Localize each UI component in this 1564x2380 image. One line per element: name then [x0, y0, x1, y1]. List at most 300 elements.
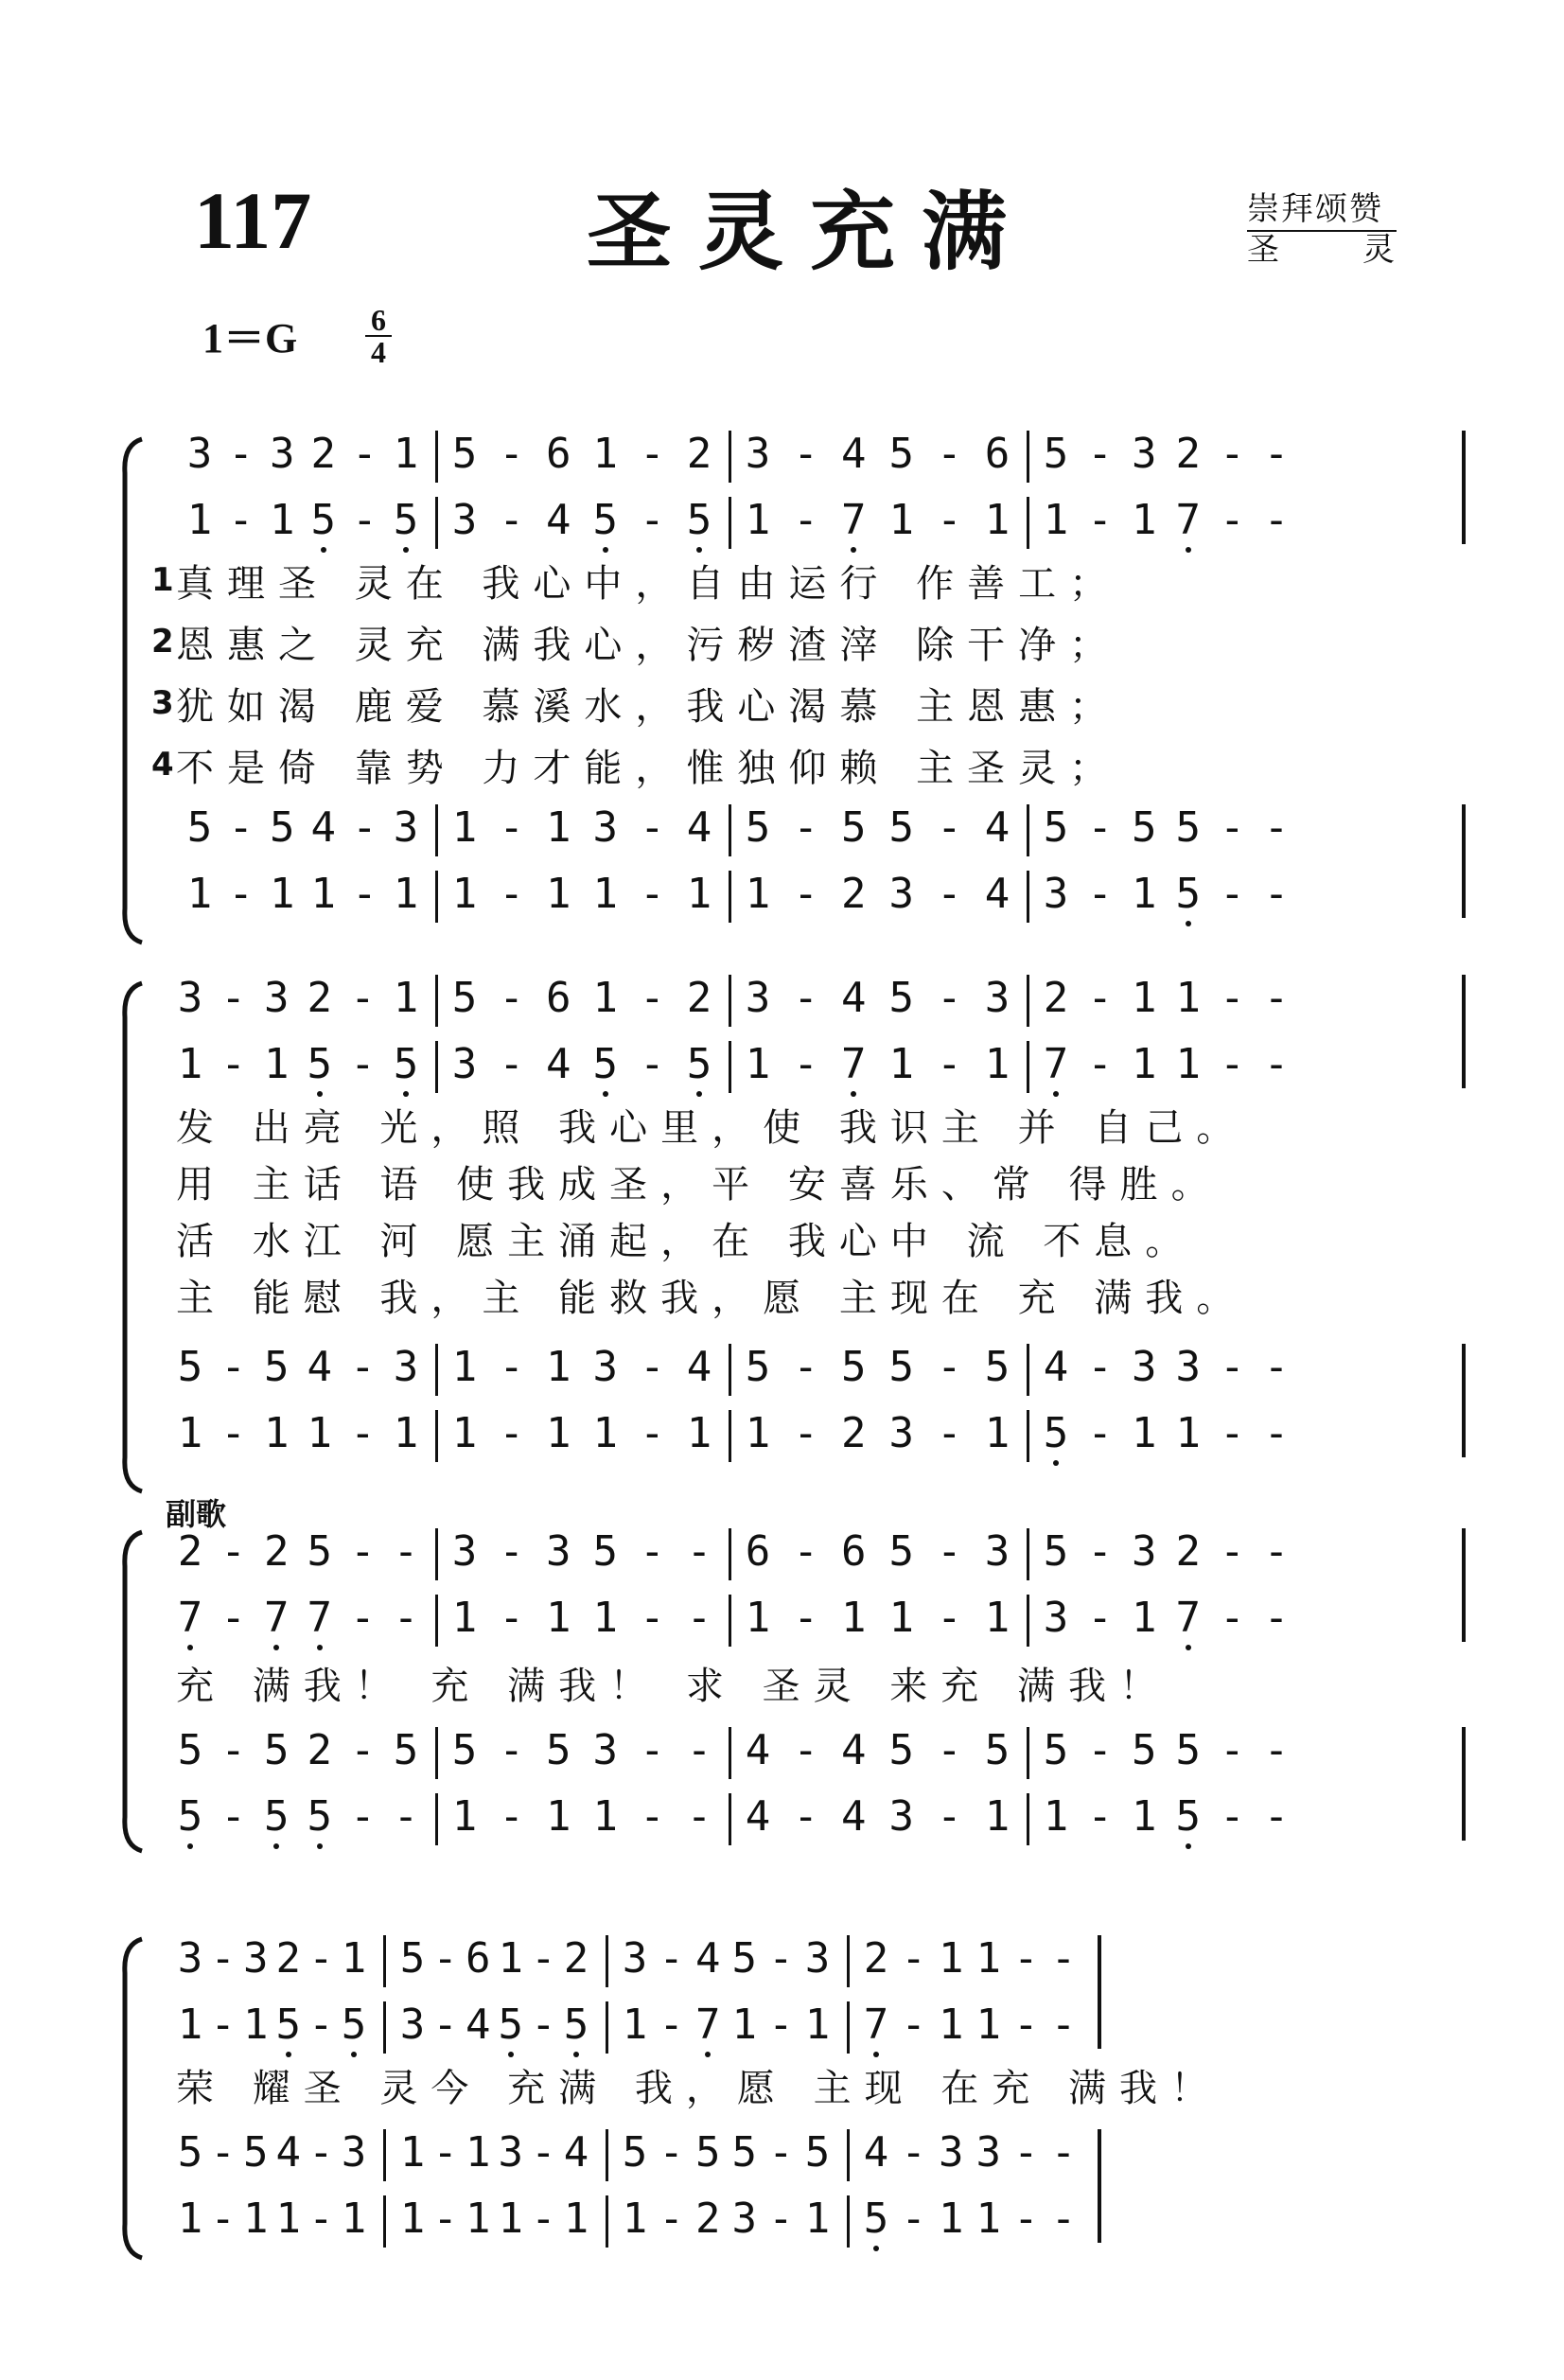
dash: - — [793, 1594, 818, 1642]
dash: - — [793, 974, 818, 1022]
alto-measure — [742, 1036, 1013, 1093]
note: 3 — [804, 1934, 831, 1983]
dash: - — [1087, 974, 1113, 1022]
note: 3 — [745, 430, 771, 478]
dash: - — [1220, 1792, 1245, 1841]
dash: - — [901, 2128, 926, 2177]
verse-number: 3 — [151, 684, 174, 722]
dash: - — [1013, 1934, 1039, 1983]
note: 1 — [1131, 870, 1157, 918]
note: 5 — [745, 803, 771, 852]
dash: - — [937, 803, 962, 852]
dash: - — [1087, 430, 1113, 478]
note: 6 — [745, 1527, 771, 1576]
note: 4 — [686, 1343, 712, 1391]
note: 5 — [272, 1997, 305, 2054]
note: 3 — [975, 2128, 1002, 2177]
note: 5 — [1043, 1726, 1069, 1774]
note: 1 — [186, 496, 213, 544]
dash: - — [352, 496, 378, 544]
note: 1 — [592, 1594, 619, 1642]
dash: - — [640, 1726, 665, 1774]
alto-measure — [619, 1997, 834, 2054]
bar-line — [1027, 1727, 1029, 1779]
dash: - — [1220, 1726, 1245, 1774]
time-signature-bottom: 4 — [371, 335, 386, 369]
dash: - — [350, 974, 376, 1022]
tenor-measure — [174, 1339, 422, 1396]
note: 2 — [1175, 430, 1202, 478]
note: 1 — [451, 1792, 478, 1841]
soprano-measure — [860, 1930, 1080, 1987]
alto-measure — [174, 1590, 422, 1647]
bar-line — [435, 1528, 438, 1580]
note: 1 — [451, 870, 478, 918]
dash: - — [499, 1792, 524, 1841]
dash: - — [793, 870, 818, 918]
dash: - — [308, 2128, 334, 2177]
dash: - — [220, 1726, 246, 1774]
lyric-text: 不是倚 靠势 力才能，惟独仰赖 主圣灵； — [176, 746, 1121, 790]
dash: - — [1263, 430, 1290, 478]
note: 5 — [1043, 430, 1069, 478]
bar-line — [729, 975, 731, 1027]
dash: - — [1220, 974, 1245, 1022]
note: 1 — [745, 1409, 771, 1457]
dash: - — [640, 1343, 665, 1391]
tenor-measure — [448, 800, 715, 856]
dash: - — [499, 1726, 524, 1774]
dash: - — [793, 1040, 818, 1088]
note: 5 — [451, 974, 478, 1022]
system-brace — [114, 1935, 151, 2262]
note: 5 — [984, 1726, 1010, 1774]
category-label — [1247, 191, 1397, 269]
bar-line — [435, 804, 438, 856]
alto-measure — [174, 1036, 422, 1093]
dash: - — [901, 2195, 926, 2243]
bar-line — [729, 804, 731, 856]
soprano-measure — [742, 426, 1013, 483]
note: 1 — [840, 1594, 867, 1642]
dash: - — [640, 1040, 665, 1088]
note: 3 — [393, 803, 419, 852]
dash: - — [210, 2001, 236, 2049]
tenor-measure — [860, 2124, 1080, 2181]
dash: - — [1220, 870, 1245, 918]
dash: - — [228, 496, 254, 544]
note: 2 — [563, 1934, 589, 1983]
dash: - — [1263, 803, 1290, 852]
dash: - — [499, 974, 524, 1022]
dash: - — [308, 2195, 334, 2243]
bar-line — [729, 1041, 731, 1093]
verse-number: 1 — [151, 561, 174, 599]
bass-measure — [174, 1405, 422, 1462]
bar-line — [383, 2001, 386, 2054]
lyric-text: 活 水江 河 愿主涌起，在 我心中 流 不息。 — [176, 1219, 1197, 1263]
bar-line — [1027, 1410, 1029, 1462]
alto-measure — [448, 492, 715, 549]
dash: - — [937, 496, 962, 544]
dash: - — [937, 1409, 962, 1457]
dash: - — [1013, 2195, 1039, 2243]
note: 7 — [692, 1997, 724, 2054]
note: 5 — [888, 803, 915, 852]
bar-line — [435, 1344, 438, 1396]
dash: - — [640, 803, 665, 852]
note: 1 — [888, 1040, 915, 1088]
note: 7 — [1172, 492, 1204, 549]
soprano-measure — [1040, 1524, 1292, 1580]
dash: - — [350, 1409, 376, 1457]
bar-line — [435, 1793, 438, 1845]
soprano-measure — [174, 1930, 370, 1987]
dash: - — [1220, 430, 1245, 478]
dash: - — [1087, 1409, 1113, 1457]
bass-line — [0, 866, 1564, 923]
note: 5 — [888, 430, 915, 478]
note: 2 — [275, 1934, 302, 1983]
alto-line — [0, 492, 1564, 549]
dash: - — [901, 2001, 926, 2049]
dash: - — [1013, 2128, 1039, 2177]
note: 2 — [840, 1409, 867, 1457]
dash: - — [640, 496, 665, 544]
dash: - — [1087, 496, 1113, 544]
note: 4 — [465, 2001, 491, 2049]
dash: - — [352, 430, 378, 478]
note: 1 — [269, 496, 295, 544]
dash: - — [350, 1726, 376, 1774]
dash: - — [1050, 1934, 1077, 1983]
bass-line — [0, 1405, 1564, 1462]
dash: - — [937, 1726, 962, 1774]
dash: - — [901, 1934, 926, 1983]
dash: - — [1263, 1527, 1290, 1576]
lyric-line — [151, 1268, 1247, 1321]
note: 3 — [984, 974, 1010, 1022]
note: 5 — [694, 2128, 721, 2177]
note: 1 — [498, 2195, 524, 2243]
dash: - — [659, 2195, 684, 2243]
chorus-label: 副歌 — [166, 1496, 227, 1532]
bar-line — [435, 1595, 438, 1647]
bar-line — [606, 2001, 608, 2054]
bass-measure — [448, 1789, 715, 1845]
note: 4 — [745, 1792, 771, 1841]
dash: - — [499, 496, 524, 544]
note: 1 — [984, 1792, 1010, 1841]
note: 3 — [177, 1934, 203, 1983]
note: 1 — [592, 1409, 619, 1457]
tenor-measure — [742, 1339, 1013, 1396]
dash: - — [499, 803, 524, 852]
dash: - — [640, 430, 665, 478]
note: 1 — [465, 2195, 491, 2243]
note: 2 — [1043, 974, 1069, 1022]
dash: - — [1050, 2128, 1077, 2177]
bass-line — [0, 2191, 1564, 2248]
end-bar-line — [1462, 804, 1466, 918]
end-bar-line — [1098, 2129, 1101, 2243]
dash: - — [1220, 1343, 1245, 1391]
dash: - — [432, 2128, 458, 2177]
note: 5 — [731, 1934, 758, 1983]
note: 1 — [592, 974, 619, 1022]
note: 1 — [592, 1792, 619, 1841]
note: 1 — [186, 870, 213, 918]
dash: - — [768, 1934, 794, 1983]
alto-measure — [184, 492, 422, 549]
note: 3 — [1131, 430, 1157, 478]
dash: - — [220, 1409, 246, 1457]
dash: - — [686, 1792, 712, 1841]
note: 3 — [984, 1527, 1010, 1576]
note: 6 — [840, 1527, 867, 1576]
note: 3 — [622, 1934, 648, 1983]
dash: - — [640, 1792, 665, 1841]
note: 4 — [545, 496, 571, 544]
soprano-measure — [448, 426, 715, 483]
note: 2 — [694, 2195, 721, 2243]
note: 5 — [560, 1997, 592, 2054]
dash: - — [1263, 974, 1290, 1022]
note: 5 — [1131, 803, 1157, 852]
dash: - — [1220, 803, 1245, 852]
alto-line — [0, 1036, 1564, 1093]
note: 1 — [242, 2001, 269, 2049]
alto-measure — [1040, 492, 1292, 549]
dash: - — [768, 2128, 794, 2177]
note: 1 — [545, 1409, 571, 1457]
bar-line — [1027, 1528, 1029, 1580]
note: 3 — [592, 1726, 619, 1774]
note: 1 — [498, 1934, 524, 1983]
lyric-text: 主 能慰 我，主 能救我，愿 主现在 充 满我。 — [176, 1276, 1248, 1320]
alto-line — [0, 1997, 1564, 2054]
tenor-measure — [448, 1722, 715, 1779]
bar-line — [1027, 975, 1029, 1027]
note: 1 — [393, 974, 419, 1022]
bar-line — [1027, 1041, 1029, 1093]
dash: - — [531, 2195, 556, 2243]
note: 5 — [840, 1343, 867, 1391]
note: 1 — [451, 1409, 478, 1457]
bass-measure — [184, 866, 422, 923]
note: 4 — [545, 1040, 571, 1088]
note: 5 — [1043, 803, 1069, 852]
note: 3 — [938, 2128, 964, 2177]
note: 1 — [1131, 1594, 1157, 1642]
dash: - — [228, 870, 254, 918]
alto-measure — [1040, 1590, 1292, 1647]
dash: - — [393, 1792, 419, 1841]
note: 1 — [177, 1040, 203, 1088]
note: 3 — [888, 870, 915, 918]
note: 5 — [592, 1527, 619, 1576]
category: 崇拜颂赞 — [1247, 191, 1397, 232]
note: 4 — [745, 1726, 771, 1774]
note: 2 — [686, 974, 712, 1022]
note: 1 — [686, 870, 712, 918]
soprano-measure — [619, 1930, 834, 1987]
dash: - — [499, 1040, 524, 1088]
bar-line — [383, 2129, 386, 2181]
dash: - — [1263, 1594, 1290, 1642]
soprano-line — [0, 1930, 1564, 1987]
note: 1 — [1175, 974, 1202, 1022]
alto-line — [0, 1590, 1564, 1647]
subcategory: 圣 灵 — [1247, 231, 1397, 270]
soprano-measure — [742, 1524, 1013, 1580]
dash: - — [499, 1594, 524, 1642]
note: 3 — [745, 974, 771, 1022]
note: 4 — [307, 1343, 333, 1391]
note: 6 — [545, 430, 571, 478]
note: 2 — [307, 974, 333, 1022]
dash: - — [793, 1527, 818, 1576]
note: 5 — [260, 1789, 292, 1845]
note: 1 — [1131, 974, 1157, 1022]
dash: - — [640, 1594, 665, 1642]
dash: - — [659, 2001, 684, 2049]
bar-line — [435, 1041, 438, 1093]
note: 5 — [888, 1726, 915, 1774]
dash: - — [1263, 1792, 1290, 1841]
dash: - — [393, 1527, 419, 1576]
note: 1 — [399, 2195, 426, 2243]
dash: - — [640, 870, 665, 918]
note: 4 — [984, 803, 1010, 852]
bass-measure — [860, 2191, 1080, 2248]
alto-measure — [1040, 1036, 1292, 1093]
note: 3 — [592, 1343, 619, 1391]
note: 5 — [393, 1726, 419, 1774]
note: 4 — [275, 2128, 302, 2177]
note: 1 — [451, 1343, 478, 1391]
dash: - — [350, 1527, 376, 1576]
note: 4 — [1043, 1343, 1069, 1391]
note: 5 — [451, 1726, 478, 1774]
dash: - — [531, 1934, 556, 1983]
note: 1 — [307, 1409, 333, 1457]
verse-number: 4 — [151, 746, 174, 784]
bass-measure — [742, 1405, 1013, 1462]
note: 3 — [1043, 1594, 1069, 1642]
time-signature-top: 6 — [365, 305, 392, 337]
bar-line — [729, 1528, 731, 1580]
dash: - — [1263, 870, 1290, 918]
bass-measure — [619, 2191, 834, 2248]
note: 1 — [984, 1040, 1010, 1088]
lyric-text: 荣 耀圣 灵今 充满 我，愿 主现 在充 满我！ — [176, 2066, 1222, 2110]
dash: - — [686, 1726, 712, 1774]
note: 3 — [341, 2128, 367, 2177]
soprano-measure — [174, 970, 422, 1027]
end-bar-line — [1462, 975, 1466, 1088]
soprano-line — [0, 426, 1564, 483]
dash: - — [1263, 1040, 1290, 1088]
note: 1 — [263, 1040, 290, 1088]
dash: - — [1263, 1409, 1290, 1457]
note: 5 — [177, 2128, 203, 2177]
note: 5 — [984, 1343, 1010, 1391]
lyric-text: 充 满我！ 充 满我！ 求 圣灵 来充 满我！ — [176, 1664, 1171, 1708]
note: 1 — [399, 2128, 426, 2177]
note: 2 — [863, 1934, 889, 1983]
lyric-text: 用 主话 语 使我成圣，平 安喜乐、常 得胜。 — [176, 1162, 1222, 1207]
dash: - — [1087, 1343, 1113, 1391]
bass-measure — [396, 2191, 592, 2248]
note: 4 — [563, 2128, 589, 2177]
note: 1 — [984, 496, 1010, 544]
note: 5 — [495, 1997, 527, 2054]
note: 4 — [694, 1934, 721, 1983]
alto-measure — [448, 1036, 715, 1093]
dash: - — [1050, 2001, 1077, 2049]
soprano-line — [0, 1524, 1564, 1580]
dash: - — [531, 2128, 556, 2177]
tenor-line — [0, 800, 1564, 856]
note: 2 — [1175, 1527, 1202, 1576]
note: 1 — [622, 2001, 648, 2049]
note: 5 — [804, 2128, 831, 2177]
note: 5 — [589, 492, 622, 549]
alto-measure — [742, 1590, 1013, 1647]
note: 1 — [1043, 496, 1069, 544]
bar-line — [1027, 1793, 1029, 1845]
note: 3 — [186, 430, 213, 478]
dash: - — [210, 2195, 236, 2243]
dash: - — [220, 974, 246, 1022]
note: 5 — [269, 803, 295, 852]
dash: - — [1087, 870, 1113, 918]
note: 5 — [177, 1343, 203, 1391]
dash: - — [1263, 1726, 1290, 1774]
note: 1 — [686, 1409, 712, 1457]
dash: - — [1013, 2001, 1039, 2049]
note: 6 — [984, 430, 1010, 478]
soprano-measure — [396, 1930, 592, 1987]
note: 5 — [1172, 866, 1204, 923]
bar-line — [383, 2195, 386, 2248]
bar-line — [606, 1935, 608, 1987]
tenor-measure — [1040, 800, 1292, 856]
bar-line — [1027, 497, 1029, 549]
dash: - — [659, 1934, 684, 1983]
tenor-measure — [448, 1339, 715, 1396]
note: 5 — [399, 1934, 426, 1983]
bar-line — [435, 871, 438, 923]
dash: - — [499, 1409, 524, 1457]
note: 1 — [745, 1594, 771, 1642]
tenor-measure — [1040, 1339, 1292, 1396]
lyric-text: 恩惠之 灵充 满我心，污秽渣滓 除干净； — [176, 623, 1121, 667]
dash: - — [1050, 2195, 1077, 2243]
dash: - — [308, 2001, 334, 2049]
note: 1 — [731, 2001, 758, 2049]
tenor-measure — [174, 2124, 370, 2181]
bar-line — [847, 1935, 850, 1987]
bar-line — [729, 431, 731, 483]
dash: - — [1087, 1527, 1113, 1576]
dash: - — [937, 1594, 962, 1642]
soprano-measure — [174, 1524, 422, 1580]
note: 1 — [545, 803, 571, 852]
note: 1 — [393, 1409, 419, 1457]
note: 2 — [310, 430, 337, 478]
